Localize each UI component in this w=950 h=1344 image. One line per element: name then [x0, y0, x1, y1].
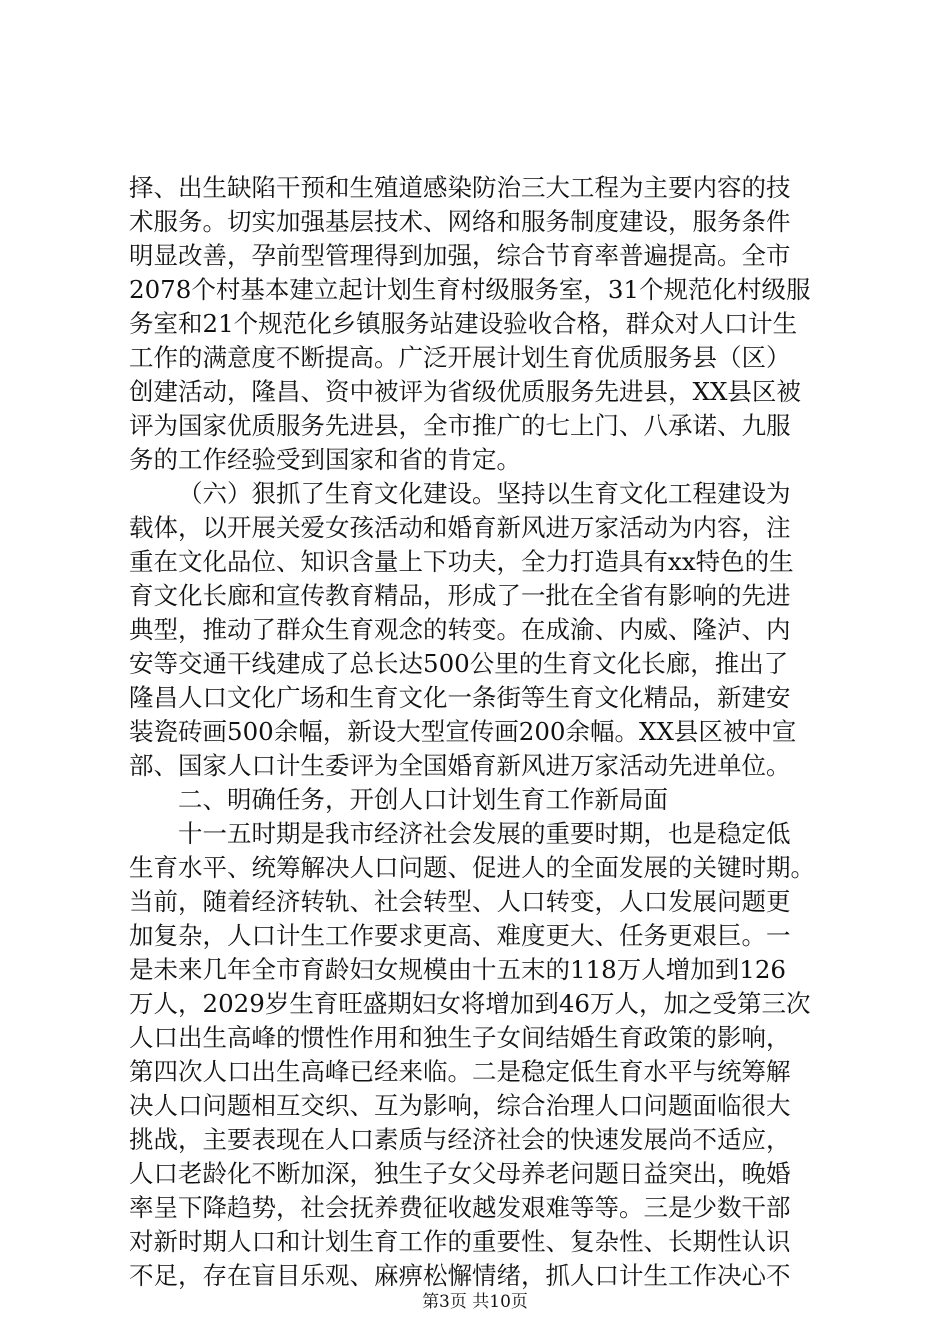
text-line: 人口出生高峰的惯性作用和独生子女间结婚生育政策的影响，	[129, 1023, 791, 1052]
text-line: 2078个村基本建立起计划生育村级服务室，31个规范化村级服	[129, 275, 811, 304]
text-line: 率呈下降趋势，社会抚养费征收越发艰难等等。三是少数干部	[129, 1193, 791, 1222]
text-line: 是未来几年全市育龄妇女规模由十五末的118万人增加到126	[129, 955, 787, 984]
text-line: 明显改善，孕前型管理得到加强，综合节育率普遍提高。全市	[129, 241, 791, 270]
text-line: 安等交通干线建成了总长达500公里的生育文化长廊，推出了	[129, 649, 789, 678]
text-line: 择、出生缺陷干预和生殖道感染防治三大工程为主要内容的技	[129, 173, 791, 202]
text-line: 隆昌人口文化广场和生育文化一条街等生育文化精品，新建安	[129, 683, 791, 712]
text-line: 务的工作经验受到国家和省的肯定。	[129, 445, 521, 474]
text-line: 务室和21个规范化乡镇服务站建设验收合格，群众对人口计生	[129, 309, 798, 338]
text-line: 部、国家人口计生委评为全国婚育新风进万家活动先进单位。	[129, 751, 791, 780]
text-line: 人口老龄化不断加深，独生子女父母养老问题日益突出，晚婚	[129, 1159, 791, 1188]
text-line: 评为国家优质服务先进县，全市推广的七上门、八承诺、九服	[129, 411, 791, 440]
section-heading: 二、明确任务，开创人口计划生育工作新局面	[178, 785, 668, 814]
text-line: 不足，存在盲目乐观、麻痹松懈情绪，抓人口计生工作决心不	[129, 1261, 791, 1290]
text-line: 第四次人口出生高峰已经来临。二是稳定低生育水平与统筹解	[129, 1057, 791, 1086]
text-line: 工作的满意度不断提高。广泛开展计划生育优质服务县（区）	[129, 343, 791, 372]
text-line: 决人口问题相互交织、互为影响，综合治理人口问题面临很大	[129, 1091, 791, 1120]
text-line: 典型，推动了群众生育观念的转变。在成渝、内威、隆泸、内	[129, 615, 791, 644]
text-line: 生育水平、统筹解决人口问题、促进人的全面发展的关键时期。	[129, 853, 815, 882]
text-line: 育文化长廊和宣传教育精品，形成了一批在全省有影响的先进	[129, 581, 791, 610]
text-line: 挑战，主要表现在人口素质与经济社会的快速发展尚不适应，	[129, 1125, 791, 1154]
text-line: 对新时期人口和计划生育工作的重要性、复杂性、长期性认识	[129, 1227, 791, 1256]
paragraph-start-line: 十一五时期是我市经济社会发展的重要时期，也是稳定低	[178, 819, 791, 848]
text-line: 装瓷砖画500余幅，新设大型宣传画200余幅。XX县区被中宣	[129, 717, 797, 746]
text-line: 加复杂，人口计生工作要求更高、难度更大、任务更艰巨。一	[129, 921, 791, 950]
text-line: 重在文化品位、知识含量上下功夫，全力打造具有xx特色的生	[129, 547, 794, 576]
text-line: 万人，2029岁生育旺盛期妇女将增加到46万人，加之受第三次	[129, 989, 811, 1018]
text-line: 当前，随着经济转轨、社会转型、人口转变，人口发展问题更	[129, 887, 791, 916]
paragraph-start-line: （六）狠抓了生育文化建设。坚持以生育文化工程建设为	[178, 479, 791, 508]
text-line: 术服务。切实加强基层技术、网络和服务制度建设，服务条件	[129, 207, 791, 236]
text-line: 创建活动，隆昌、资中被评为省级优质服务先进县，XX县区被	[129, 377, 801, 406]
text-line: 载体，以开展关爱女孩活动和婚育新风进万家活动为内容，注	[129, 513, 791, 542]
page-footer: 第3页 共10页	[422, 1292, 528, 1312]
